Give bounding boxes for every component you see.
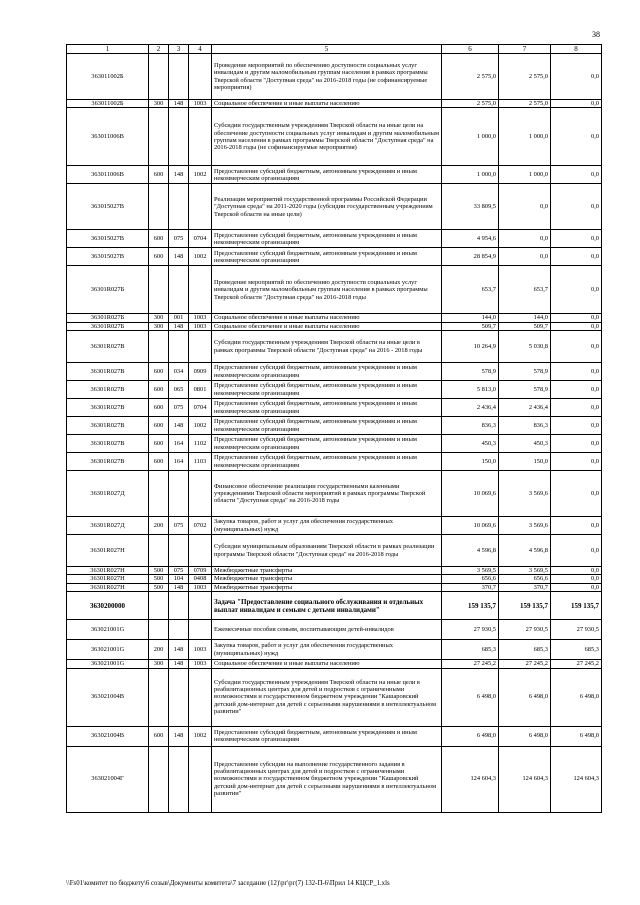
cell-amount-2016: 27 245,2 — [442, 660, 499, 668]
cell-expense-type: 500 — [149, 583, 169, 591]
cell-expense-type — [149, 54, 169, 100]
cell-expense-type: 500 — [149, 567, 169, 575]
cell-description: Предоставление субсидий бюджетным, автономным учреждениям и иным некоммерческим организациям — [212, 453, 442, 471]
cell-description: Предоставление субсидий бюджетным, автономным учреждениям и иным некоммерческим организациям — [212, 435, 442, 453]
cell-amount-2018: 0,0 — [551, 583, 602, 591]
cell-ministry: 075 — [169, 230, 189, 248]
table-row — [67, 620, 602, 640]
cell-amount-2017: 0,0 — [499, 184, 551, 230]
cell-description: Межбюджетные трансферты — [212, 575, 442, 583]
cell-expense-type: 600 — [149, 230, 169, 248]
cell-description: Предоставление субсидий бюджетным, автономным учреждениям и иным некоммерческим организациям — [212, 726, 442, 746]
cell-amount-2017: 0,0 — [499, 230, 551, 248]
cell-amount-2017: 1 000,0 — [499, 166, 551, 184]
cell-amount-2016: 27 930,5 — [442, 620, 499, 640]
cell-code: 3630200000 — [67, 592, 149, 620]
cell-expense-type — [149, 746, 169, 812]
cell-section: 1003 — [189, 100, 212, 108]
cell-section: 1002 — [189, 726, 212, 746]
cell-description: Предоставление субсидий бюджетным, автономным учреждениям и иным некоммерческим организациям — [212, 363, 442, 381]
cell-amount-2016: 10 069,6 — [442, 517, 499, 535]
cell-code: 363015027В — [67, 184, 149, 230]
cell-expense-type: 600 — [149, 381, 169, 399]
table-row — [67, 517, 602, 535]
cell-amount-2016: 10 069,6 — [442, 471, 499, 517]
cell-amount-2016: 159 135,7 — [442, 592, 499, 620]
cell-amount-2017: 2 575,0 — [499, 54, 551, 100]
cell-amount-2017: 450,3 — [499, 435, 551, 453]
cell-ministry — [169, 108, 189, 166]
cell-ministry: 034 — [169, 363, 189, 381]
cell-ministry — [169, 535, 189, 567]
cell-description: Социальное обеспечение и иные выплаты населению — [212, 322, 442, 330]
header-row — [67, 45, 602, 54]
cell-ministry — [169, 54, 189, 100]
cell-ministry: 075 — [169, 567, 189, 575]
cell-amount-2016: 150,0 — [442, 453, 499, 471]
cell-amount-2016: 6 498,0 — [442, 668, 499, 726]
cell-section: 1003 — [189, 314, 212, 322]
cell-amount-2016: 2 436,4 — [442, 399, 499, 417]
cell-amount-2016: 5 813,0 — [442, 381, 499, 399]
cell-amount-2018: 0,0 — [551, 567, 602, 575]
cell-description: Субсидии муниципальным образованиям Тверской области в рамках реализации программы Тверской области "Доступная среда" на 2016-2018 годы — [212, 535, 442, 567]
cell-description: Реализация мероприятий государственной программы Российской Федерации "Доступная среда" на 2011-2020 годы (субсидии государственным учреждениям Тверской области на иные цели) — [212, 184, 442, 230]
cell-expense-type: 200 — [149, 517, 169, 535]
cell-amount-2018: 0,0 — [551, 517, 602, 535]
cell-code: 363021004Г — [67, 746, 149, 812]
table-row — [67, 535, 602, 567]
cell-code: 36301R027Д — [67, 471, 149, 517]
cell-ministry: 148 — [169, 248, 189, 266]
cell-expense-type: 600 — [149, 166, 169, 184]
cell-amount-2017: 27 245,2 — [499, 660, 551, 668]
table-row — [67, 471, 602, 517]
cell-amount-2016: 1 000,0 — [442, 108, 499, 166]
cell-code: 36301R027Б — [67, 314, 149, 322]
cell-amount-2016: 653,7 — [442, 266, 499, 314]
cell-expense-type: 600 — [149, 417, 169, 435]
cell-code: 363021001G — [67, 640, 149, 660]
cell-amount-2017: 3 569,5 — [499, 567, 551, 575]
cell-ministry: 148 — [169, 640, 189, 660]
cell-expense-type — [149, 592, 169, 620]
cell-description: Предоставление субсидий бюджетным, автономным учреждениям и иным некоммерческим организациям — [212, 417, 442, 435]
cell-amount-2016: 685,3 — [442, 640, 499, 660]
cell-code: 363015027В — [67, 248, 149, 266]
table-row — [67, 331, 602, 363]
cell-amount-2017: 1 000,0 — [499, 108, 551, 166]
table-row — [67, 381, 602, 399]
cell-code: 36301R027В — [67, 363, 149, 381]
table-row — [67, 453, 602, 471]
cell-amount-2016: 4 596,8 — [442, 535, 499, 567]
cell-ministry: 164 — [169, 435, 189, 453]
cell-code: 363021004В — [67, 668, 149, 726]
cell-amount-2017: 6 498,0 — [499, 668, 551, 726]
cell-description: Предоставление субсидий бюджетным, автономным учреждениям и иным некоммерческим организациям — [212, 381, 442, 399]
file-path-footer: \\Fs01\комитет по бюджету\6 созыв\Документы комитета\7 заседание (12)\рг\рг(7) 132-П-6\Прил 14 КЦСР_1.xls — [66, 880, 390, 887]
table-row — [67, 100, 602, 108]
cell-description: Предоставление субсидий бюджетным, автономным учреждениям и иным некоммерческим организациям — [212, 248, 442, 266]
cell-amount-2017: 3 569,6 — [499, 517, 551, 535]
cell-amount-2017: 3 569,6 — [499, 471, 551, 517]
cell-ministry — [169, 592, 189, 620]
cell-code: 363011002Б — [67, 100, 149, 108]
cell-expense-type: 600 — [149, 399, 169, 417]
cell-expense-type — [149, 471, 169, 517]
cell-description: Предоставление субсидий бюджетным, автономным учреждениям и иным некоммерческим организациям — [212, 166, 442, 184]
cell-amount-2018: 0,0 — [551, 184, 602, 230]
cell-amount-2016: 144,0 — [442, 314, 499, 322]
cell-description: Финансовое обеспечение реализации государственными казенными учреждениями Тверской области мероприятий в рамках программы Тверской области "Доступная среда" на 2016-2018 годы — [212, 471, 442, 517]
cell-code: 36301R027Д — [67, 517, 149, 535]
cell-description: Проведение мероприятий по обеспечению доступности социальных услуг инвалидам и другим маломобильным группам населения в рамках программы Тверской области "Доступная среда" на 2016-2018 годы (не софинансируемые мероприятия) — [212, 54, 442, 100]
cell-code: 36301R027В — [67, 381, 149, 399]
cell-description: Закупка товаров, работ и услуг для обеспечения государственных (муниципальных) нужд — [212, 517, 442, 535]
table-row — [67, 322, 602, 330]
cell-code: 36301R027Б — [67, 266, 149, 314]
cell-amount-2017: 144,0 — [499, 314, 551, 322]
cell-ministry — [169, 620, 189, 640]
cell-amount-2018: 27 245,2 — [551, 660, 602, 668]
cell-ministry: 148 — [169, 726, 189, 746]
cell-code: 36301R027В — [67, 435, 149, 453]
cell-amount-2018: 0,0 — [551, 381, 602, 399]
cell-ministry — [169, 266, 189, 314]
cell-amount-2017: 150,0 — [499, 453, 551, 471]
cell-amount-2016: 3 569,5 — [442, 567, 499, 575]
cell-expense-type: 600 — [149, 435, 169, 453]
cell-description: Субсидии государственным учреждениям Тверской области на иные цели в реабилитационных центрах для детей и подростков с ограниченными возможностями и государственном бюджетном учреждении "Кашаровский детский дом-интернат для детей с серьезными нарушениями в интеллектуальном развитии" — [212, 668, 442, 726]
cell-description: Субсидии государственным учреждениям Тверской области на иные цели в рамках программы Тверской области "Доступная среда" на 2016 - 2018 годы — [212, 331, 442, 363]
cell-amount-2018: 6 498,0 — [551, 668, 602, 726]
cell-description: Социальное обеспечение и иные выплаты населению — [212, 660, 442, 668]
cell-code: 363021001G — [67, 620, 149, 640]
cell-section: 0704 — [189, 230, 212, 248]
cell-amount-2017: 685,3 — [499, 640, 551, 660]
table-row — [67, 108, 602, 166]
cell-section: 1003 — [189, 322, 212, 330]
cell-amount-2016: 2 575,0 — [442, 100, 499, 108]
cell-section — [189, 668, 212, 726]
cell-description: Закупка товаров, работ и услуг для обеспечения государственных (муниципальных) нужд — [212, 640, 442, 660]
cell-expense-type — [149, 620, 169, 640]
cell-expense-type — [149, 184, 169, 230]
cell-section: 1002 — [189, 248, 212, 266]
cell-ministry: 148 — [169, 100, 189, 108]
cell-amount-2016: 509,7 — [442, 322, 499, 330]
cell-amount-2017: 0,0 — [499, 248, 551, 266]
column-header: 3 — [169, 45, 189, 54]
cell-expense-type: 200 — [149, 640, 169, 660]
table-row — [67, 660, 602, 668]
cell-amount-2018: 0,0 — [551, 535, 602, 567]
cell-section — [189, 620, 212, 640]
cell-amount-2018: 0,0 — [551, 248, 602, 266]
cell-amount-2018: 0,0 — [551, 108, 602, 166]
cell-section — [189, 471, 212, 517]
cell-code: 363011006В — [67, 108, 149, 166]
cell-amount-2018: 6 498,0 — [551, 726, 602, 746]
budget-table — [66, 44, 602, 813]
cell-expense-type: 600 — [149, 453, 169, 471]
cell-amount-2017: 836,3 — [499, 417, 551, 435]
cell-ministry: 148 — [169, 583, 189, 591]
cell-expense-type — [149, 535, 169, 567]
cell-ministry: 075 — [169, 517, 189, 535]
cell-amount-2017: 159 135,7 — [499, 592, 551, 620]
cell-expense-type — [149, 266, 169, 314]
cell-section — [189, 54, 212, 100]
cell-amount-2018: 0,0 — [551, 399, 602, 417]
cell-amount-2018: 0,0 — [551, 314, 602, 322]
cell-ministry: 148 — [169, 660, 189, 668]
cell-amount-2018: 0,0 — [551, 100, 602, 108]
table-row — [67, 726, 602, 746]
cell-section: 0702 — [189, 517, 212, 535]
cell-ministry — [169, 668, 189, 726]
table-row — [67, 266, 602, 314]
column-header: 7 — [499, 45, 551, 54]
cell-ministry: 001 — [169, 314, 189, 322]
cell-section: 0801 — [189, 381, 212, 399]
cell-expense-type: 300 — [149, 100, 169, 108]
cell-code: 36301R027В — [67, 417, 149, 435]
cell-section: 0408 — [189, 575, 212, 583]
cell-amount-2016: 124 604,3 — [442, 746, 499, 812]
cell-code: 36301R027Н — [67, 567, 149, 575]
cell-description: Предоставление субсидий бюджетным, автономным учреждениям и иным некоммерческим организациям — [212, 230, 442, 248]
cell-amount-2016: 10 264,9 — [442, 331, 499, 363]
column-header: 2 — [149, 45, 169, 54]
cell-amount-2016: 836,3 — [442, 417, 499, 435]
table-row — [67, 314, 602, 322]
cell-section: 1003 — [189, 583, 212, 591]
cell-section: 1002 — [189, 166, 212, 184]
cell-code: 36301R027Н — [67, 583, 149, 591]
cell-ministry: 164 — [169, 453, 189, 471]
cell-ministry — [169, 471, 189, 517]
cell-section: 0704 — [189, 399, 212, 417]
cell-code: 36301R027Н — [67, 535, 149, 567]
table-row — [67, 166, 602, 184]
column-header: 5 — [212, 45, 442, 54]
cell-description: Проведение мероприятий по обеспечению доступности социальных услуг инвалидам и другим маломобильным группам населения в рамках программы Тверской области "Доступная среда" на 2016-2018 годы — [212, 266, 442, 314]
cell-description: Субсидии государственным учреждениям Тверской области на иные цели на обеспечение доступности социальных услуг инвалидам и другим маломобильным группам населения в рамках программы Тверской области "Доступная среда" на 2016-2018 годы (не софинансируемые мероприятия) — [212, 108, 442, 166]
cell-amount-2016: 33 809,5 — [442, 184, 499, 230]
cell-amount-2018: 0,0 — [551, 166, 602, 184]
cell-amount-2016: 656,6 — [442, 575, 499, 583]
cell-section — [189, 331, 212, 363]
table-row — [67, 248, 602, 266]
cell-amount-2017: 370,7 — [499, 583, 551, 591]
cell-amount-2017: 509,7 — [499, 322, 551, 330]
cell-amount-2018: 0,0 — [551, 575, 602, 583]
cell-amount-2017: 124 604,3 — [499, 746, 551, 812]
cell-code: 363021001G — [67, 660, 149, 668]
cell-description: Предоставление субсидии на выполнение государственного задания в реабилитационных центрах для детей и подростков с ограниченными возможностями и государственном бюджетном учреждении "Кашаровский детский дом-интернат для детей с серьезными нарушениями в интеллектуальном развитии" — [212, 746, 442, 812]
cell-ministry — [169, 331, 189, 363]
cell-ministry: 148 — [169, 166, 189, 184]
cell-ministry — [169, 184, 189, 230]
cell-amount-2017: 27 930,5 — [499, 620, 551, 640]
cell-amount-2017: 2 436,4 — [499, 399, 551, 417]
cell-expense-type: 300 — [149, 660, 169, 668]
cell-expense-type: 500 — [149, 575, 169, 583]
cell-amount-2018: 0,0 — [551, 453, 602, 471]
cell-section — [189, 184, 212, 230]
cell-code: 36301R027Б — [67, 322, 149, 330]
cell-amount-2017: 5 030,8 — [499, 331, 551, 363]
cell-ministry: 148 — [169, 322, 189, 330]
cell-amount-2017: 2 575,0 — [499, 100, 551, 108]
cell-description: Межбюджетные трансферты — [212, 567, 442, 575]
cell-amount-2018: 685,3 — [551, 640, 602, 660]
cell-amount-2018: 0,0 — [551, 331, 602, 363]
cell-amount-2017: 656,6 — [499, 575, 551, 583]
cell-expense-type — [149, 668, 169, 726]
cell-amount-2017: 653,7 — [499, 266, 551, 314]
cell-code: 36301R027В — [67, 453, 149, 471]
table-row — [67, 583, 602, 591]
table-row — [67, 184, 602, 230]
cell-section: 1003 — [189, 660, 212, 668]
cell-section — [189, 535, 212, 567]
cell-amount-2018: 0,0 — [551, 322, 602, 330]
table-row — [67, 54, 602, 100]
cell-description: Предоставление субсидий бюджетным, автономным учреждениям и иным некоммерческим организациям — [212, 399, 442, 417]
cell-amount-2018: 0,0 — [551, 363, 602, 381]
cell-amount-2018: 0,0 — [551, 417, 602, 435]
cell-amount-2017: 578,9 — [499, 363, 551, 381]
table-row — [67, 399, 602, 417]
cell-amount-2017: 578,9 — [499, 381, 551, 399]
cell-amount-2018: 0,0 — [551, 471, 602, 517]
page-number: 38 — [592, 30, 600, 39]
cell-amount-2016: 1 000,0 — [442, 166, 499, 184]
cell-code: 363015027В — [67, 230, 149, 248]
cell-amount-2018: 27 930,5 — [551, 620, 602, 640]
cell-section — [189, 108, 212, 166]
cell-section: 1102 — [189, 435, 212, 453]
table-row — [67, 567, 602, 575]
cell-section: 1003 — [189, 640, 212, 660]
column-header: 8 — [551, 45, 602, 54]
table-row — [67, 592, 602, 620]
cell-code: 363011006В — [67, 166, 149, 184]
table-row — [67, 575, 602, 583]
cell-description: Социальное обеспечение и иные выплаты населению — [212, 100, 442, 108]
cell-section — [189, 746, 212, 812]
cell-amount-2016: 28 854,9 — [442, 248, 499, 266]
cell-code: 36301R027В — [67, 331, 149, 363]
cell-section: 1002 — [189, 417, 212, 435]
cell-expense-type: 300 — [149, 322, 169, 330]
cell-amount-2018: 0,0 — [551, 54, 602, 100]
column-header: 1 — [67, 45, 149, 54]
cell-code: 363021004В — [67, 726, 149, 746]
cell-amount-2016: 370,7 — [442, 583, 499, 591]
column-header: 6 — [442, 45, 499, 54]
cell-section: 1103 — [189, 453, 212, 471]
cell-description: Задача "Предоставление социального обслуживания и отдельных выплат инвалидам и семьям с детьми инвалидами" — [212, 592, 442, 620]
table-row — [67, 363, 602, 381]
cell-amount-2016: 2 575,0 — [442, 54, 499, 100]
cell-amount-2017: 4 596,8 — [499, 535, 551, 567]
cell-ministry — [169, 746, 189, 812]
cell-amount-2016: 6 498,0 — [442, 726, 499, 746]
cell-expense-type: 300 — [149, 314, 169, 322]
table-row — [67, 230, 602, 248]
cell-section: 0909 — [189, 363, 212, 381]
cell-section: 0709 — [189, 567, 212, 575]
cell-ministry: 104 — [169, 575, 189, 583]
cell-expense-type — [149, 331, 169, 363]
cell-description: Социальное обеспечение и иные выплаты населению — [212, 314, 442, 322]
cell-expense-type — [149, 108, 169, 166]
cell-code: 36301R027В — [67, 399, 149, 417]
table-row — [67, 435, 602, 453]
cell-ministry: 148 — [169, 417, 189, 435]
cell-amount-2016: 578,9 — [442, 363, 499, 381]
cell-section — [189, 266, 212, 314]
cell-ministry: 075 — [169, 399, 189, 417]
table-row — [67, 746, 602, 812]
cell-amount-2017: 6 498,0 — [499, 726, 551, 746]
cell-ministry: 065 — [169, 381, 189, 399]
table-row — [67, 417, 602, 435]
cell-amount-2018: 124 604,3 — [551, 746, 602, 812]
table-row — [67, 640, 602, 660]
cell-amount-2018: 0,0 — [551, 435, 602, 453]
cell-description: Ежемесячные пособия семьям, воспитывающим детей-инвалидов — [212, 620, 442, 640]
cell-amount-2018: 159 135,7 — [551, 592, 602, 620]
table-row — [67, 668, 602, 726]
cell-amount-2018: 0,0 — [551, 230, 602, 248]
cell-amount-2016: 450,3 — [442, 435, 499, 453]
cell-expense-type: 600 — [149, 726, 169, 746]
cell-expense-type: 600 — [149, 363, 169, 381]
cell-amount-2016: 4 954,6 — [442, 230, 499, 248]
cell-section — [189, 592, 212, 620]
cell-code: 363011002Б — [67, 54, 149, 100]
cell-code: 36301R027Н — [67, 575, 149, 583]
column-header: 4 — [189, 45, 212, 54]
cell-expense-type: 600 — [149, 248, 169, 266]
cell-amount-2018: 0,0 — [551, 266, 602, 314]
cell-description: Межбюджетные трансферты — [212, 583, 442, 591]
